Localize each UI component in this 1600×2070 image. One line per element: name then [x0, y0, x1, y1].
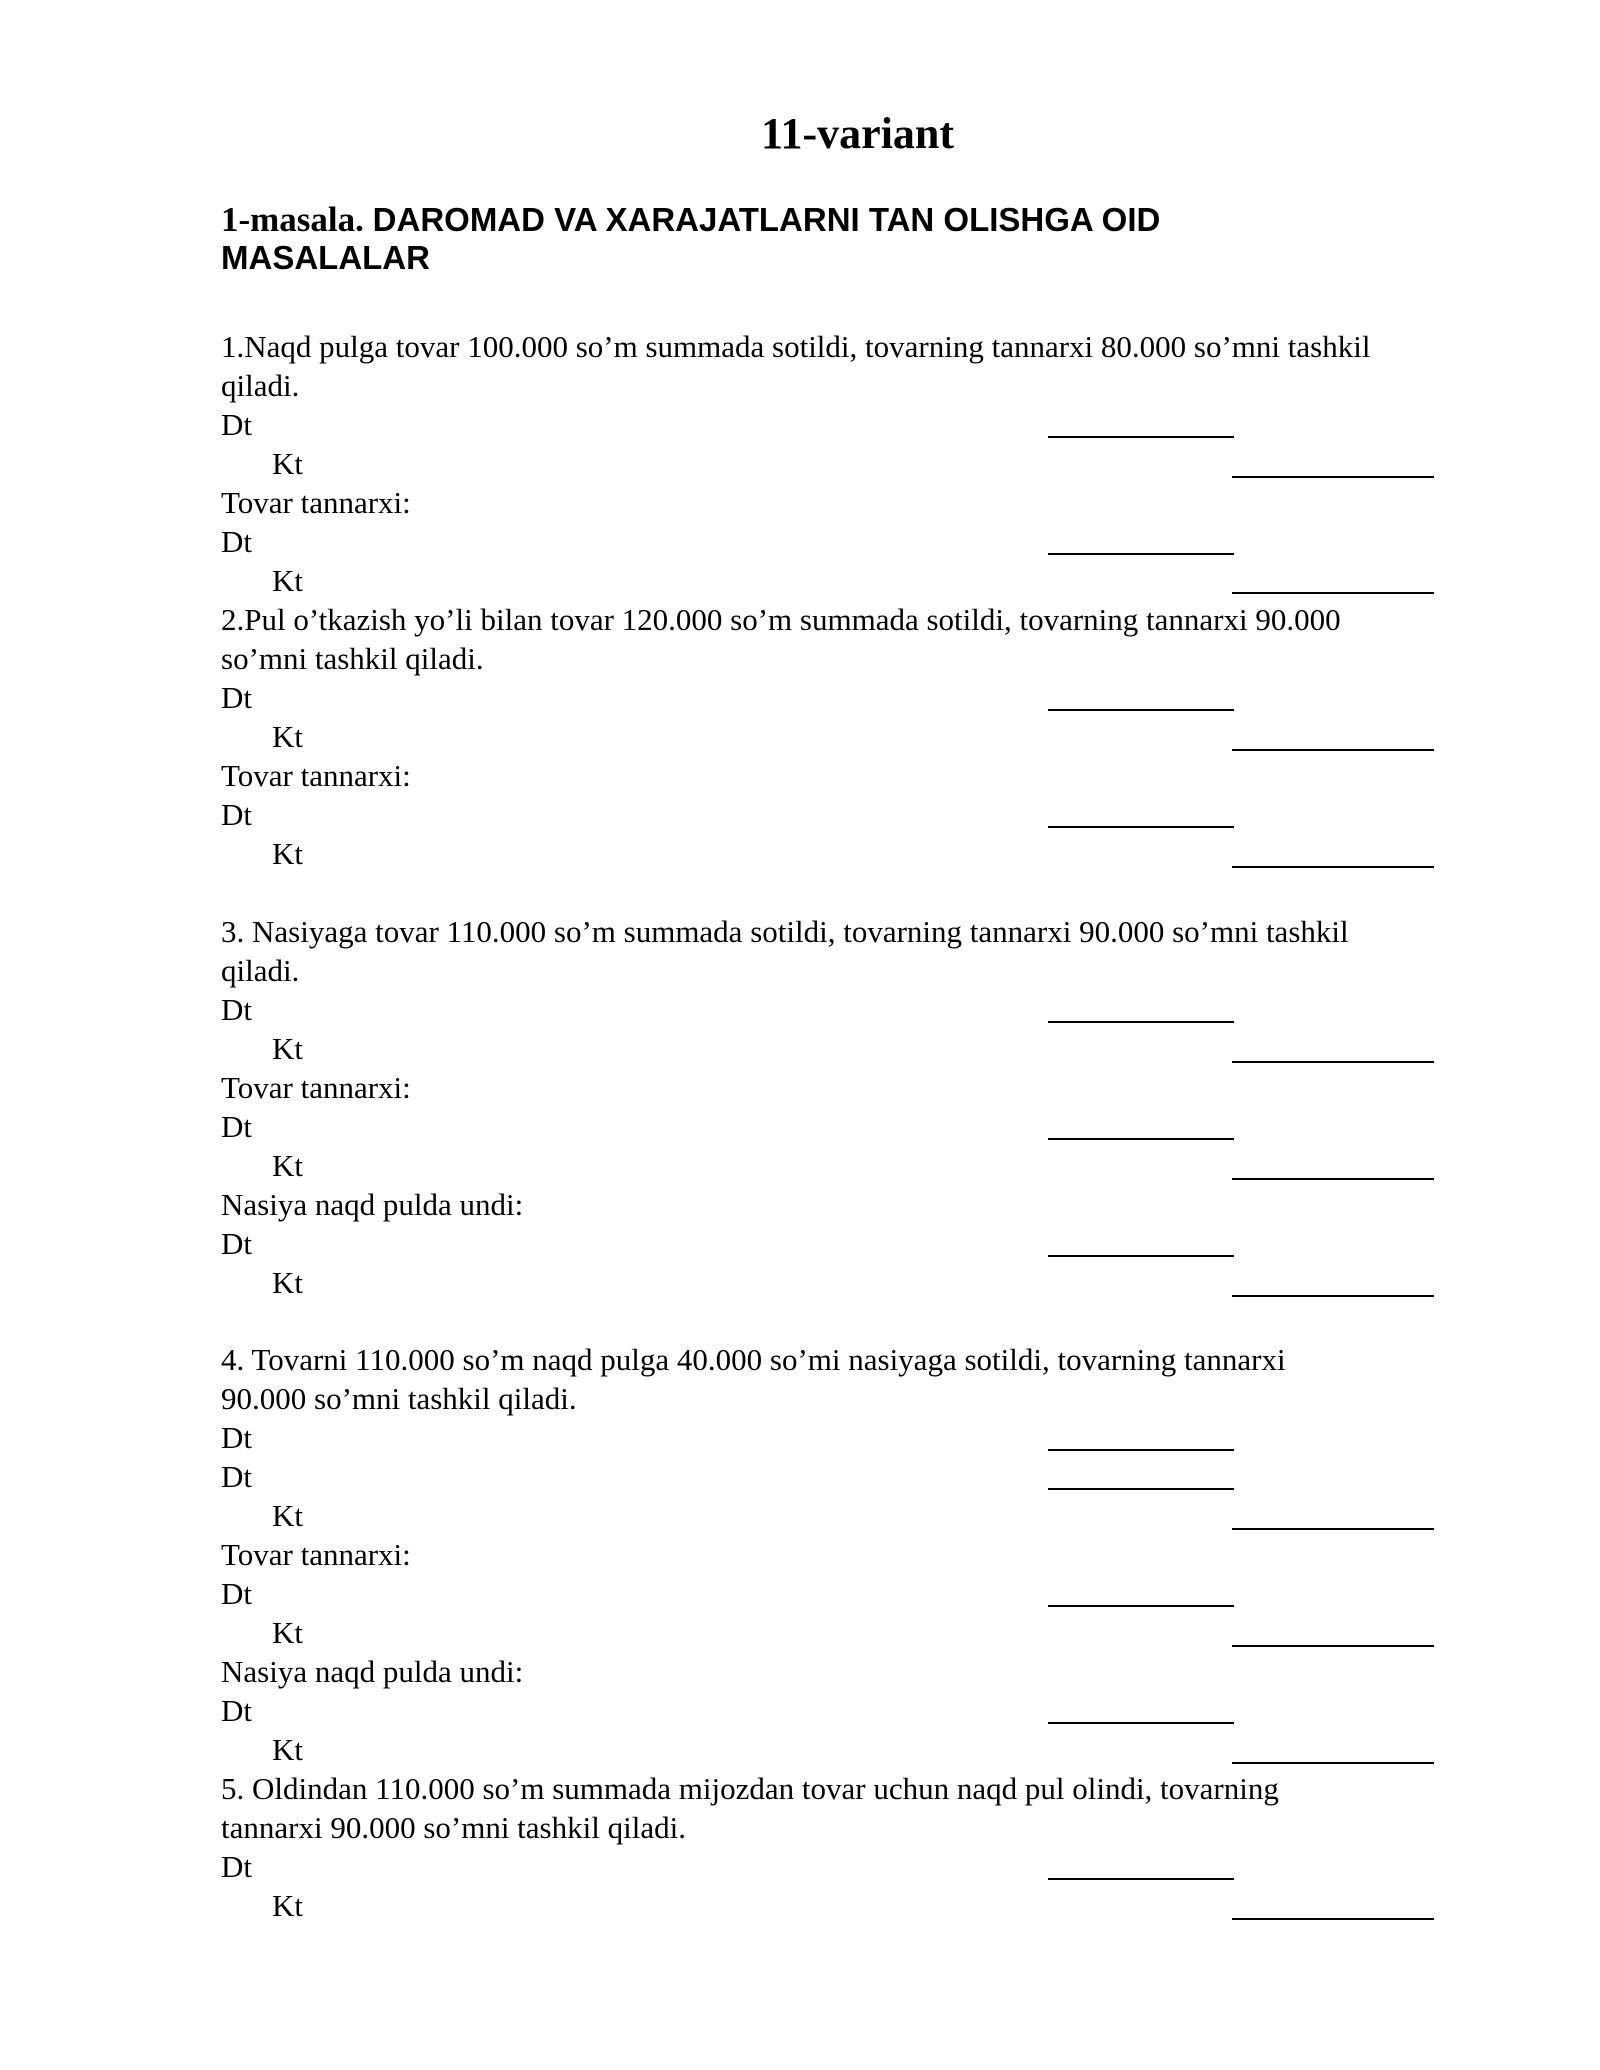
credit-answer-blank[interactable] [1232, 1061, 1434, 1063]
debit-label: Dt [221, 407, 252, 442]
credit-answer-blank[interactable] [1232, 1528, 1434, 1530]
credit-answer-blank[interactable] [1232, 749, 1434, 751]
problem-5-text-cont: tannarxi 90.000 so’mni tashkil qiladi. [221, 1810, 686, 1845]
credit-label: Kt [272, 836, 303, 871]
debit-answer-blank[interactable] [1048, 553, 1234, 555]
credit-label: Kt [272, 1615, 303, 1650]
credit-answer-blank[interactable] [1232, 592, 1434, 594]
debit-answer-blank[interactable] [1048, 1878, 1234, 1880]
problem-4-text: 4. Tovarni 110.000 so’m naqd pulga 40.000 so’mi nasiyaga sotildi, tovarning tannarxi [221, 1342, 1286, 1377]
heading-main-line2: MASALALAR [221, 239, 430, 276]
problem-3-text: 3. Nasiyaga tovar 110.000 so’m summada sotildi, tovarning tannarxi 90.000 so’mni tashkil [221, 914, 1349, 949]
debit-label: Dt [221, 797, 252, 832]
problem-1-text: 1.Naqd pulga tovar 100.000 so’m summada sotildi, tovarning tannarxi 80.000 so’mni tashkil [221, 329, 1371, 364]
credit-label: Kt [272, 446, 303, 481]
credit-label: Kt [272, 563, 303, 598]
debit-answer-blank[interactable] [1048, 1138, 1234, 1140]
cost-label: Tovar tannarxi: [221, 1537, 411, 1572]
debit-answer-blank[interactable] [1048, 1449, 1234, 1451]
problem-2-text: 2.Pul o’tkazish yo’li bilan tovar 120.000 so’m summada sotildi, tovarning tannarxi 90.000 [221, 602, 1341, 637]
credit-label: Kt [272, 1498, 303, 1533]
credit-answer-blank[interactable] [1232, 1762, 1434, 1764]
debit-label: Dt [221, 524, 252, 559]
credit-label: Kt [272, 719, 303, 754]
credit-label: Kt [272, 1732, 303, 1767]
problem-2-text-cont: so’mni tashkil qiladi. [221, 641, 484, 676]
debit-answer-blank[interactable] [1048, 1605, 1234, 1607]
problem-5-text: 5. Oldindan 110.000 so’m summada mijozdan tovar uchun naqd pul olindi, tovarning [221, 1771, 1279, 1806]
debit-answer-blank[interactable] [1048, 1488, 1234, 1490]
credit-repaid-label: Nasiya naqd pulda undi: [221, 1187, 524, 1222]
debit-label: Dt [221, 1109, 252, 1144]
credit-answer-blank[interactable] [1232, 866, 1434, 868]
credit-answer-blank[interactable] [1232, 1295, 1434, 1297]
credit-answer-blank[interactable] [1232, 476, 1434, 478]
heading-main-line1: DAROMAD VA XARAJATLARNI TAN OLISHGA OID [372, 201, 1161, 238]
problem-1-text-cont: qiladi. [221, 368, 300, 403]
credit-label: Kt [272, 1888, 303, 1923]
section-heading [221, 201, 1481, 277]
heading-prefix: 1-masala. [221, 200, 373, 239]
debit-label: Dt [221, 1420, 252, 1455]
credit-label: Kt [272, 1148, 303, 1183]
problem-4-text-cont: 90.000 so’mni tashkil qiladi. [221, 1381, 577, 1416]
debit-answer-blank[interactable] [1048, 1255, 1234, 1257]
debit-answer-blank[interactable] [1048, 826, 1234, 828]
credit-repaid-label: Nasiya naqd pulda undi: [221, 1654, 524, 1689]
credit-answer-blank[interactable] [1232, 1918, 1434, 1920]
cost-label: Tovar tannarxi: [221, 758, 411, 793]
problem-3-text-cont: qiladi. [221, 953, 300, 988]
page-title: 11-variant [760, 109, 955, 158]
credit-label: Kt [272, 1265, 303, 1300]
debit-answer-blank[interactable] [1048, 709, 1234, 711]
credit-answer-blank[interactable] [1232, 1178, 1434, 1180]
debit-label: Dt [221, 992, 252, 1027]
debit-label: Dt [221, 1576, 252, 1611]
debit-label: Dt [221, 1226, 252, 1261]
debit-label: Dt [221, 680, 252, 715]
debit-answer-blank[interactable] [1048, 436, 1234, 438]
cost-label: Tovar tannarxi: [221, 1070, 411, 1105]
debit-label: Dt [221, 1459, 252, 1494]
debit-answer-blank[interactable] [1048, 1021, 1234, 1023]
debit-label: Dt [221, 1849, 252, 1884]
debit-answer-blank[interactable] [1048, 1722, 1234, 1724]
credit-answer-blank[interactable] [1232, 1645, 1434, 1647]
credit-label: Kt [272, 1031, 303, 1066]
cost-label: Tovar tannarxi: [221, 485, 411, 520]
debit-label: Dt [221, 1693, 252, 1728]
